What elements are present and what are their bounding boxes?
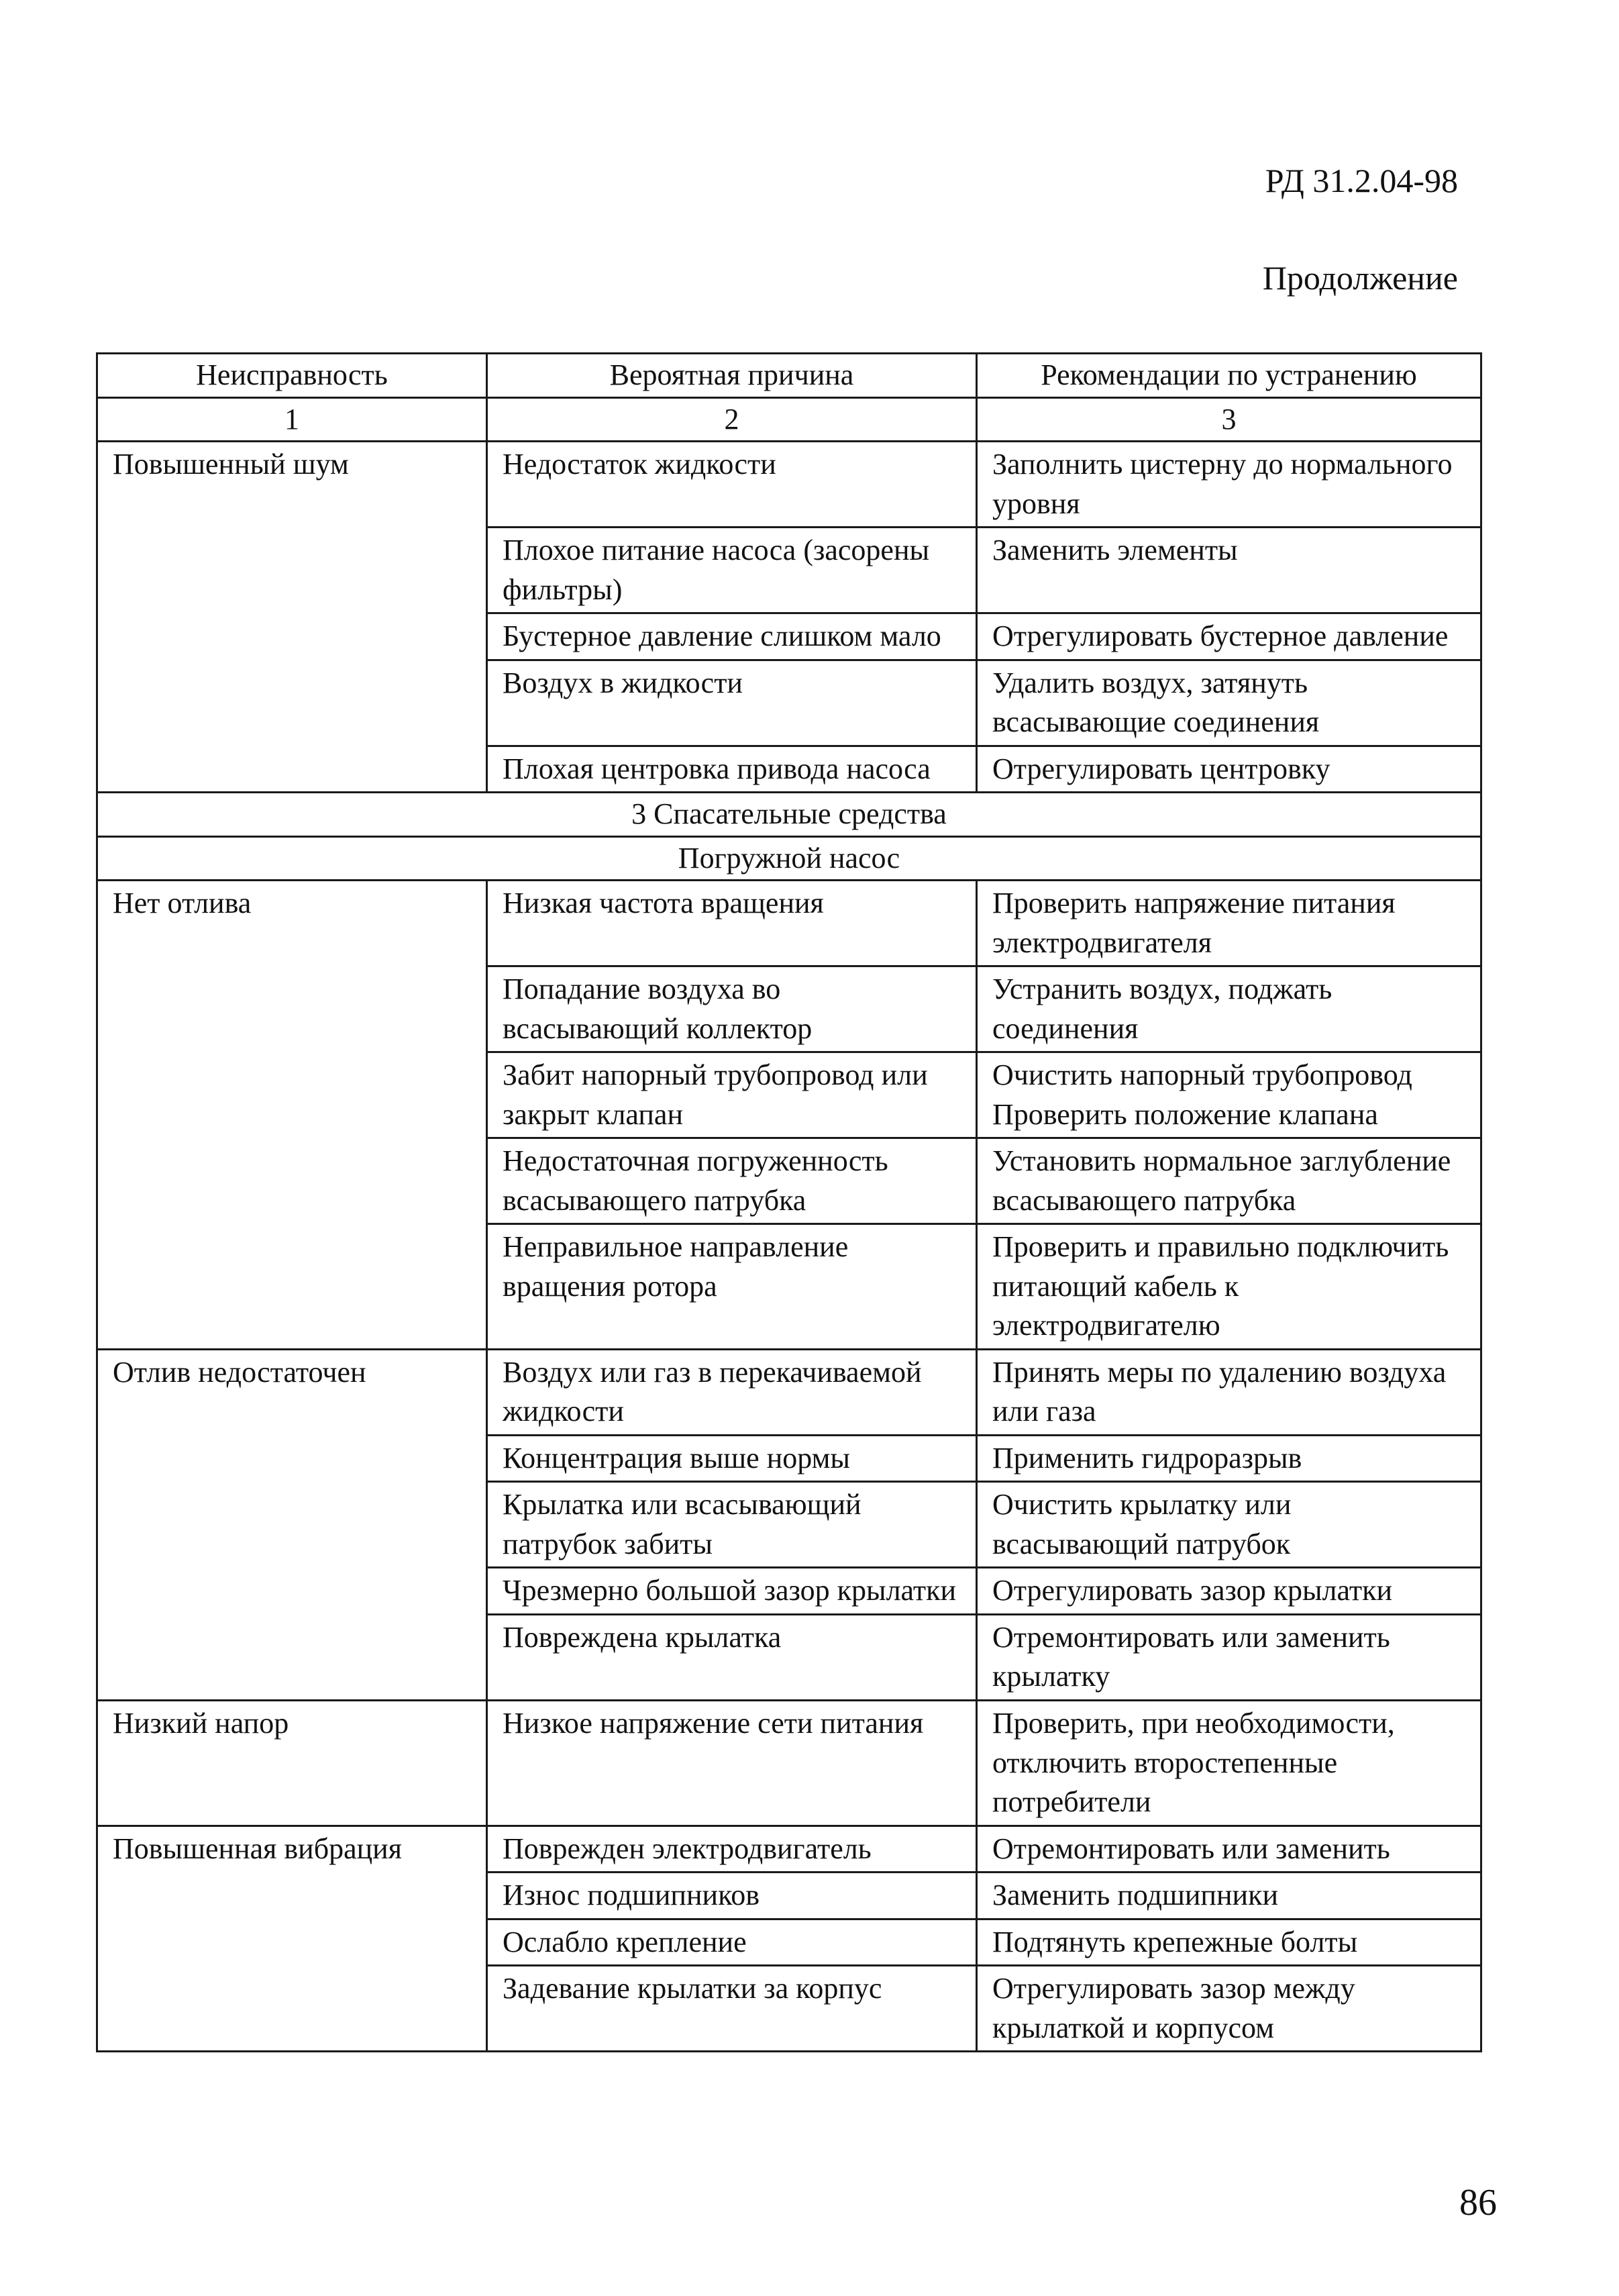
section-title: 3 Спасательные средства (97, 793, 1481, 837)
remedy-cell: Отрегулировать зазор между крылаткой и корпусом (977, 1966, 1481, 2052)
column-number-row (97, 397, 1481, 442)
remedy-cell: Установить нормальное заглубление всасывающего патрубка (977, 1138, 1481, 1224)
cause-cell: Попадание воздуха во всасывающий коллектор (487, 966, 977, 1052)
cause-cell: Плохая центровка привода насоса (487, 746, 977, 793)
document-code: РД 31.2.04-98 (1265, 162, 1458, 199)
remedy-cell: Заполнить цистерну до нормального уровня (977, 442, 1481, 528)
table-row (97, 1826, 1481, 1873)
cause-cell: Плохое питание насоса (засорены фильтры) (487, 528, 977, 613)
table-body (97, 442, 1481, 2052)
table-row (97, 1349, 1481, 1435)
table-row (97, 442, 1481, 528)
continuation-label: Продолжение (1262, 259, 1458, 297)
column-number: 1 (97, 397, 487, 442)
remedy-cell: Заменить подшипники (977, 1873, 1481, 1919)
fault-cell: Повышенная вибрация (97, 1826, 487, 2052)
table-row (97, 881, 1481, 966)
remedy-cell: Проверить и правильно подключить питающий кабель к электродвигателю (977, 1224, 1481, 1350)
remedy-cell: Заменить элементы (977, 528, 1481, 613)
subsection-title: Погружной насос (97, 836, 1481, 881)
cause-cell: Бустерное давление слишком мало (487, 613, 977, 660)
column-header-cause: Вероятная причина (487, 354, 977, 398)
remedy-cell: Подтянуть крепежные болты (977, 1919, 1481, 1966)
column-header-fault: Неисправность (97, 354, 487, 398)
remedy-cell: Очистить крылатку или всасывающий патрубок (977, 1482, 1481, 1568)
remedy-cell: Принять меры по удалению воздуха или газа (977, 1349, 1481, 1435)
fault-table (96, 352, 1482, 2052)
remedy-cell: Удалить воздух, затянуть всасывающие соединения (977, 660, 1481, 746)
cause-cell: Повреждена крылатка (487, 1614, 977, 1700)
remedy-cell: Применить гидроразрыв (977, 1435, 1481, 1482)
remedy-cell: Отрегулировать бустерное давление (977, 613, 1481, 660)
cause-cell: Чрезмерно большой зазор крылатки (487, 1568, 977, 1615)
cause-cell: Поврежден электродвигатель (487, 1826, 977, 1873)
cause-cell: Износ подшипников (487, 1873, 977, 1919)
section-row (97, 793, 1481, 837)
remedy-cell: Отрегулировать зазор крылатки (977, 1568, 1481, 1615)
cause-cell: Недостаток жидкости (487, 442, 977, 528)
fault-cell: Низкий напор (97, 1700, 487, 1826)
cause-cell: Крылатка или всасывающий патрубок забиты (487, 1482, 977, 1568)
remedy-cell: Отремонтировать или заменить крылатку (977, 1614, 1481, 1700)
fault-cell: Нет отлива (97, 881, 487, 1350)
remedy-cell: Очистить напорный трубопровод Проверить положение клапана (977, 1052, 1481, 1138)
cause-cell: Забит напорный трубопровод или закрыт клапан (487, 1052, 977, 1138)
subsection-row (97, 836, 1481, 881)
remedy-cell: Устранить воздух, поджать соединения (977, 966, 1481, 1052)
cause-cell: Неправильное направление вращения ротора (487, 1224, 977, 1350)
cause-cell: Задевание крылатки за корпус (487, 1966, 977, 2052)
cause-cell: Воздух в жидкости (487, 660, 977, 746)
column-number: 3 (977, 397, 1481, 442)
remedy-cell: Отремонтировать или заменить (977, 1826, 1481, 1873)
remedy-cell: Проверить напряжение питания электродвигателя (977, 881, 1481, 966)
fault-cell: Повышенный шум (97, 442, 487, 793)
column-number: 2 (487, 397, 977, 442)
cause-cell: Воздух или газ в перекачиваемой жидкости (487, 1349, 977, 1435)
cause-cell: Низкое напряжение сети питания (487, 1700, 977, 1826)
page-number: 86 (1459, 2182, 1497, 2224)
remedy-cell: Проверить, при необходимости, отключить второстепенные потребители (977, 1700, 1481, 1826)
table-row (97, 1700, 1481, 1826)
header-row (97, 354, 1481, 398)
table-head (97, 354, 1481, 442)
cause-cell: Ослабло крепление (487, 1919, 977, 1966)
fault-cell: Отлив недостаточен (97, 1349, 487, 1700)
cause-cell: Низкая частота вращения (487, 881, 977, 966)
fault-table-container (96, 352, 1480, 2052)
remedy-cell: Отрегулировать центровку (977, 746, 1481, 793)
cause-cell: Недостаточная погруженность всасывающего патрубка (487, 1138, 977, 1224)
column-header-remedy: Рекомендации по устранению (977, 354, 1481, 398)
cause-cell: Концентрация выше нормы (487, 1435, 977, 1482)
